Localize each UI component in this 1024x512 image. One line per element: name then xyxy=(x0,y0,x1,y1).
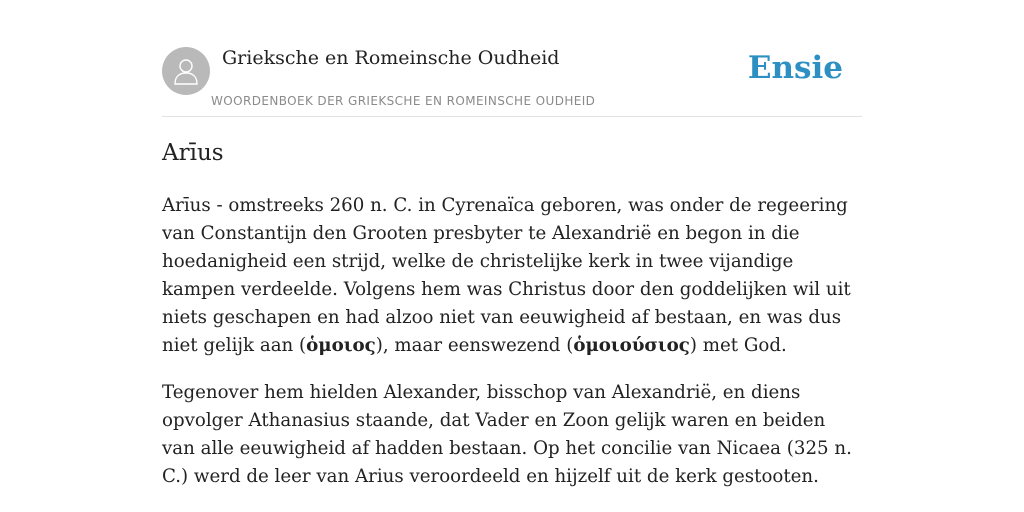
paragraph-1 xyxy=(162,192,862,360)
entry-title: Arīus xyxy=(162,140,224,166)
header xyxy=(162,46,862,117)
greek-term-homoiousios: ὁμοιούσιος xyxy=(573,335,690,356)
brand-logo[interactable]: Ensie xyxy=(747,50,843,86)
greek-term-homoios: ὁμοιος xyxy=(306,335,376,356)
paragraph-1-text-b: ), maar eenswezend ( xyxy=(375,335,574,356)
source-title[interactable]: Grieksche en Romeinsche Oudheid xyxy=(222,47,560,69)
user-icon xyxy=(173,57,199,85)
paragraph-1-text-c: ) met God. xyxy=(689,335,787,356)
entry-content xyxy=(162,192,862,510)
paragraph-1-text-a: Arīus - omstreeks 260 n. C. in Cyrenaïca geboren, was onder de regeering van Constantijn den Grooten presbyter te Alexandrië en begon in die hoedanigheid een strijd, welke de christelijke kerk in twee vijandige kampen verdeelde. Volgens hem was Christus door den goddelijken wil uit niets geschapen en had alzoo niet van eeuwigheid af bestaan, en was dus niet gelijk aan ( xyxy=(162,195,851,356)
paragraph-2: Tegenover hem hielden Alexander, bisschop van Alexandrië, en diens opvolger Athanasius staande, dat Vader en Zoon gelijk waren en beiden van alle eeuwigheid af hadden bestaan. Op het concilie van Nicaea (325 n. C.) werd de leer van Arius veroordeeld en hijzelf uit de kerk gestooten. xyxy=(162,382,852,487)
source-subtitle: WOORDENBOEK DER GRIEKSCHE EN ROMEINSCHE OUDHEID xyxy=(211,94,596,108)
avatar[interactable] xyxy=(162,47,210,95)
